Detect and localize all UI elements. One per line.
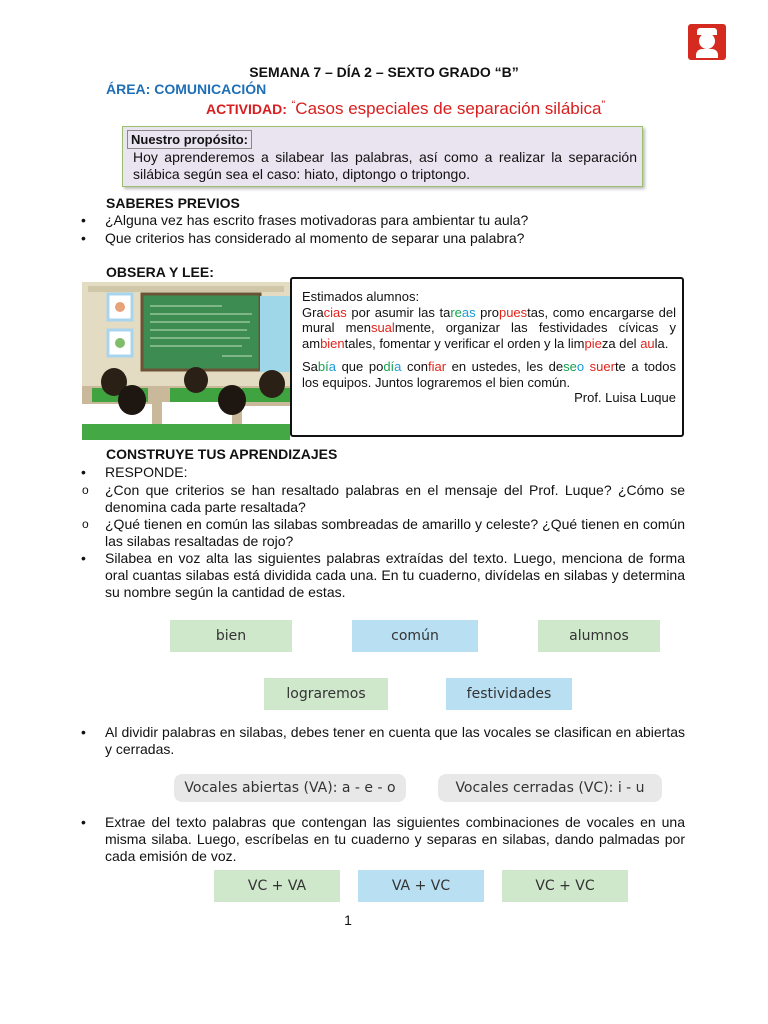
school-logo [688, 24, 726, 60]
page-number: 1 [344, 912, 352, 928]
purpose-box [122, 126, 643, 187]
question-2: o ¿Qué tienen en común las silabas sombreadas de amarillo y celeste? ¿Qué tienen en común las silabas resaltadas de rojo? [82, 516, 685, 549]
message-signature: Prof. Luisa Luque [574, 390, 676, 405]
saberes-heading: SABERES PREVIOS [106, 195, 240, 211]
purpose-label: Nuestro propósito: [127, 130, 252, 149]
word-tag-bien: bien [170, 620, 292, 652]
word-tag-festividades: festividades [446, 678, 572, 710]
message-greeting: Estimados alumnos: [302, 289, 420, 304]
vocales-abiertas-tag: Vocales abiertas (VA): a - e - o [174, 774, 406, 802]
combo-tag-vc-vc: VC + VC [502, 870, 628, 902]
page-title: SEMANA 7 – DÍA 2 – SEXTO GRADO “B” [249, 64, 519, 80]
area-line: ÁREA: COMUNICACIÓN [106, 81, 267, 97]
combo-tag-va-vc: VA + VC [358, 870, 484, 902]
message-body-1: Gracias por asumir las tareas propuestas, como encargarse del mural mensualmente, organizar las festividades cívicas y ambientales, fomentar y verificar el orden y la limpieza del aula. [302, 304, 676, 351]
observa-heading: OBSERA Y LEE: [106, 264, 214, 280]
combo-tag-vc-va: VC + VA [214, 870, 340, 902]
saberes-item-1: • ¿Alguna vez has escrito frases motivadoras para ambientar tu aula? [81, 212, 529, 228]
teacher-message [290, 277, 684, 437]
word-tag-lograremos: lograremos [264, 678, 388, 710]
purpose-text: Hoy aprenderemos a silabear las palabras, así como a realizar la separación silábica según sea el caso: hiato, diptongo o triptongo. [133, 149, 637, 182]
extrae-item: • Extrae del texto palabras que contengan las siguientes combinaciones de vocales en una misma silaba. Luego, escríbelas en tu cuaderno y separas en silabas, dando palmadas por cada emisión de voz. [81, 814, 685, 864]
silabea-item: • Silabea en voz alta las siguientes palabras extraídas del texto. Luego, menciona de forma oral cuantas silabas está dividida cada una. En tu cuaderno, divídelas en silabas y determina su nombre según la cantidad de estas. [81, 550, 685, 600]
message-body-2: Sabía que podía confiar en ustedes, les deseo suerte a todos los equipos. Juntos lograremos el bien común. [302, 359, 676, 390]
vocales-item: • Al dividir palabras en silabas, debes tener en cuenta que las vocales se clasifican en abiertas y cerradas. [81, 724, 685, 757]
word-tag-comun: común [352, 620, 478, 652]
word-tag-alumnos: alumnos [538, 620, 660, 652]
construye-heading: CONSTRUYE TUS APRENDIZAJES [106, 446, 338, 462]
vocales-cerradas-tag: Vocales cerradas (VC): i - u [438, 774, 662, 802]
responde-item: • RESPONDE: [81, 464, 188, 480]
actividad-line: ACTIVIDAD: “Casos especiales de separación silábica” [206, 99, 606, 118]
question-1: o ¿Con que criterios se han resaltado palabras en el mensaje del Prof. Luque? ¿Cómo se denomina cada parte resaltada? [82, 482, 685, 515]
saberes-item-2: • Que criterios has considerado al momento de separar una palabra? [81, 230, 525, 246]
classroom-illustration [82, 282, 290, 440]
